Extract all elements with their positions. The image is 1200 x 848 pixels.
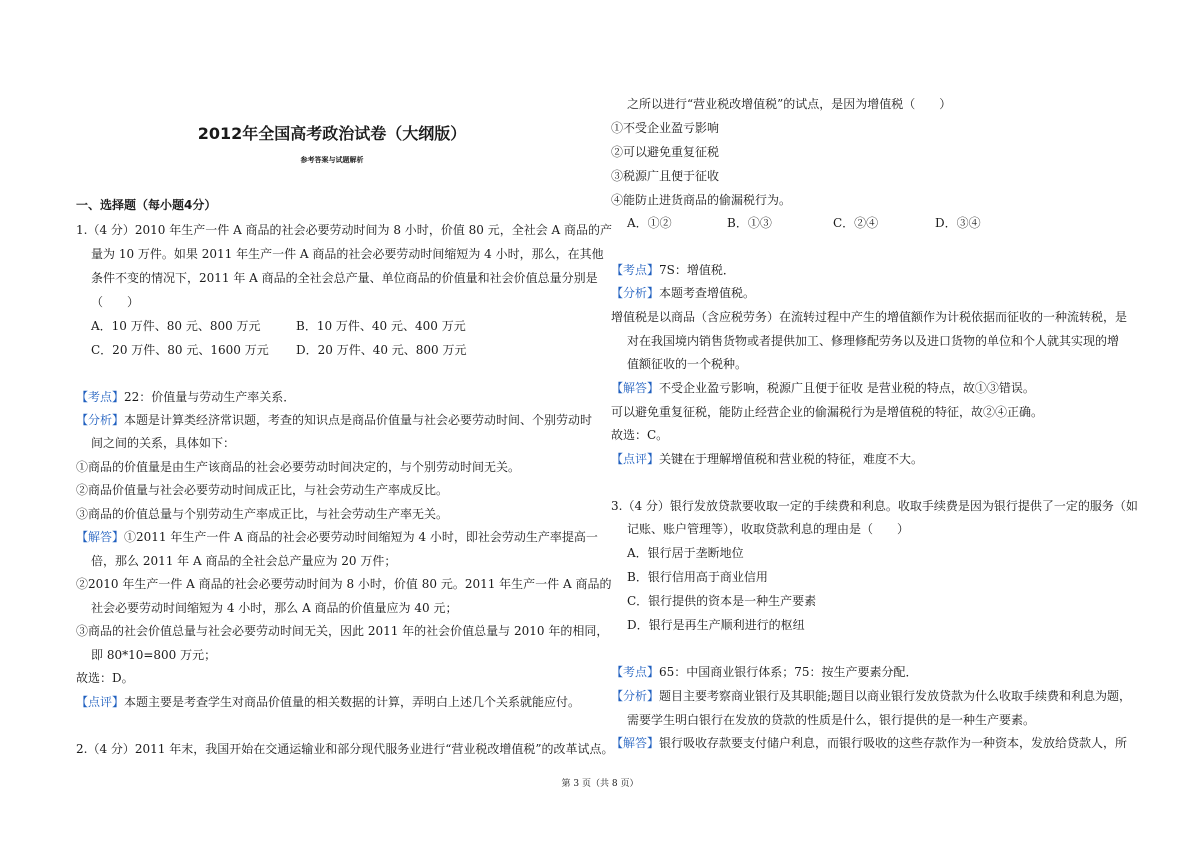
- line-text: （ ）: [91, 295, 140, 309]
- text-line: [91, 600, 457, 616]
- text-line: [611, 380, 1035, 396]
- line-text: C．②④: [833, 216, 879, 230]
- section-tag: 【考点】: [611, 263, 660, 277]
- section-tag: 【分析】: [611, 286, 660, 300]
- line-text: ③税源广且便于征收: [611, 169, 720, 183]
- line-text: ③商品的社会价值总量与社会必要劳动时间无关，因此 2011 年的社会价值总量与 2010 年的相同，: [76, 624, 609, 638]
- line-text: 7S：增值税．: [659, 263, 735, 277]
- text-line: [627, 356, 747, 372]
- line-text: 本题主要是考查学生对商品价值量的相关数据的计算，弄明白上述几个关系就能应付。: [124, 695, 581, 709]
- text-line: [91, 647, 216, 663]
- line-text: 之所以进行“营业税改增值税”的试点，是因为增值税（ ）: [627, 97, 952, 111]
- text-line: [76, 529, 598, 545]
- line-text: ③商品的价值总量与个别劳动生产率成正比，与社会劳动生产率无关。: [76, 507, 449, 521]
- section-tag: 【解答】: [611, 381, 660, 395]
- text-line: [76, 506, 448, 522]
- line-text: C．20 万件、80 元、1600 万元: [91, 343, 269, 357]
- section-tag: 【考点】: [76, 390, 125, 404]
- line-text: 1.（4 分）2010 年生产一件 A 商品的社会必要劳动时间为 8 小时，价值 80 元，全社会 A 商品的产: [76, 223, 613, 237]
- text-line: [611, 498, 1138, 514]
- section-tag: 【解答】: [76, 530, 125, 544]
- line-text: B．10 万件、40 元、400 万元: [296, 319, 466, 333]
- text-line: [611, 192, 791, 208]
- text-line: [935, 215, 981, 231]
- text-line: [76, 576, 611, 592]
- text-line: [76, 389, 295, 405]
- text-line: [91, 294, 139, 310]
- text-line: [727, 215, 772, 231]
- text-line: [627, 545, 744, 561]
- line-text: 条件不变的情况下，2011 年 A 商品的全社会总产量、单位商品的价值量和社会价值总量分别是: [91, 271, 598, 285]
- text-line: [611, 285, 755, 301]
- text-line: [611, 427, 668, 443]
- line-text: 2.（4 分）2011 年末，我国开始在交通运输业和部分现代服务业进行“营业税改增值税”的改革试点。: [76, 742, 614, 756]
- document-subtitle: 参考答案与试题解析: [300, 156, 364, 164]
- line-text: C．银行提供的资本是一种生产要素: [627, 594, 817, 608]
- line-text: 本题是计算类经济常识题，考查的知识点是商品价值量与社会必要劳动时间、个别劳动时: [124, 413, 593, 427]
- line-text: 故选：D。: [76, 671, 134, 685]
- line-text: 需要学生明白银行在发放的贷款的性质是什么，银行提供的是一种生产要素。: [627, 713, 1036, 727]
- text-line: [611, 688, 1131, 704]
- text-line: [611, 404, 1043, 420]
- text-line: [611, 262, 735, 278]
- text-line: [611, 735, 1127, 751]
- line-text: 值额征收的一个税种。: [627, 357, 748, 371]
- text-line: [611, 120, 719, 136]
- text-line: [76, 623, 608, 639]
- line-text: 关键在于理解增值税和营业税的特征，难度不大。: [659, 452, 924, 466]
- section-tag: 【点评】: [611, 452, 660, 466]
- text-line: [611, 309, 1127, 325]
- line-text: A．银行居于垄断地位: [627, 546, 744, 560]
- line-text: ①2011 年生产一件 A 商品的社会必要劳动时间缩短为 4 小时，即社会劳动生产率提高一: [124, 530, 598, 544]
- line-text: ①不受企业盈亏影响: [611, 121, 720, 135]
- line-text: 3.（4 分）银行发放贷款要收取一定的手续费和利息。收取手续费是因为银行提供了一定的服务（如: [611, 499, 1138, 513]
- text-line: [296, 342, 467, 358]
- text-line: [627, 333, 1119, 349]
- text-line: [627, 96, 951, 112]
- text-line: [76, 741, 614, 757]
- text-line: [91, 246, 604, 262]
- line-text: ②商品价值量与社会必要劳动时间成正比，与社会劳动生产率成反比。: [76, 483, 449, 497]
- text-line: [833, 215, 878, 231]
- line-text: D．银行是再生产顺利进行的枢纽: [627, 618, 805, 632]
- line-text: 不受企业盈亏影响，税源广且便于征收 是营业税的特点，故①③错误。: [659, 381, 1035, 395]
- document-title: 2012年全国高考政治试卷（大纲版）: [197, 124, 467, 143]
- text-line: [296, 318, 466, 334]
- section-tag: 【考点】: [611, 665, 660, 679]
- text-line: [611, 144, 719, 160]
- line-text: 社会必要劳动时间缩短为 4 小时，那么 A 商品的价值量应为 40 元；: [91, 601, 458, 615]
- line-text: 22：价值量与劳动生产率关系．: [124, 390, 296, 404]
- line-text: 增值税是以商品（含应税劳务）在流转过程中产生的增值额作为计税依据而征收的一种流转税，是: [611, 310, 1128, 324]
- line-text: 可以避免重复征税，能防止经营企业的偷漏税行为是增值税的特征，故②④正确。: [611, 405, 1044, 419]
- section-heading: 一、选择题（每小题4分）: [76, 198, 217, 212]
- line-text: 间之间的关系，具体如下：: [91, 436, 236, 450]
- text-line: [76, 412, 592, 428]
- text-line: [627, 617, 805, 633]
- text-line: [76, 482, 448, 498]
- text-line: [76, 670, 134, 686]
- line-text: B．银行信用高于商业信用: [627, 570, 768, 584]
- text-line: [627, 712, 1035, 728]
- text-line: [91, 553, 396, 569]
- line-text: ④能防止进货商品的偷漏税行为。: [611, 193, 792, 207]
- section-tag: 【分析】: [611, 689, 660, 703]
- text-line: [91, 318, 261, 334]
- line-text: A．10 万件、80 元、800 万元: [91, 319, 261, 333]
- line-text: ①商品的价值量是由生产该商品的社会必要劳动时间决定的，与个别劳动时间无关。: [76, 460, 521, 474]
- line-text: 题目主要考察商业银行及其职能;题目以商业银行发放贷款为什么收取手续费和利息为题，: [659, 689, 1132, 703]
- text-line: [611, 168, 719, 184]
- line-text: 本题考查增值税。: [659, 286, 756, 300]
- line-text: A．①②: [627, 216, 672, 230]
- line-text: 银行吸收存款要支付储户利息，而银行吸收的这些存款作为一种资本，发放给贷款人，所: [659, 736, 1128, 750]
- line-text: 倍，那么 2011 年 A 商品的全社会总产量应为 20 万件；: [91, 554, 397, 568]
- line-text: 65：中国商业银行体系；75：按生产要素分配．: [659, 665, 918, 679]
- line-text: ②可以避免重复征税: [611, 145, 720, 159]
- text-line: [611, 451, 923, 467]
- text-line: [91, 270, 598, 286]
- text-line: [76, 222, 612, 238]
- line-text: D．20 万件、40 元、800 万元: [296, 343, 467, 357]
- section-tag: 【分析】: [76, 413, 125, 427]
- line-text: D．③④: [935, 216, 981, 230]
- section-tag: 【解答】: [611, 736, 660, 750]
- text-line: [627, 593, 816, 609]
- text-line: [627, 521, 909, 537]
- line-text: ②2010 年生产一件 A 商品的社会必要劳动时间为 8 小时，价值 80 元。2011 年生产一件 A 商品的: [76, 577, 612, 591]
- line-text: 故选：C。: [611, 428, 669, 442]
- line-text: 量为 10 万件。如果 2011 年生产一件 A 商品的社会必要劳动时间缩短为 4 小时，那么，在其他: [91, 247, 604, 261]
- text-line: [627, 215, 672, 231]
- page-footer: 第 3 页（共 8 页）: [561, 779, 639, 789]
- text-line: [91, 342, 269, 358]
- text-line: [627, 569, 768, 585]
- text-line: [76, 694, 580, 710]
- line-text: 对在我国境内销售货物或者提供加工、修理修配劳务以及进口货物的单位和个人就其实现的增: [627, 334, 1120, 348]
- section-tag: 【点评】: [76, 695, 125, 709]
- text-line: [611, 664, 918, 680]
- text-line: [76, 459, 520, 475]
- line-text: 记账、账户管理等），收取贷款利息的理由是（ ）: [627, 522, 910, 536]
- line-text: B．①③: [727, 216, 772, 230]
- line-text: 即 80*10=800 万元；: [91, 648, 217, 662]
- text-line: [91, 435, 235, 451]
